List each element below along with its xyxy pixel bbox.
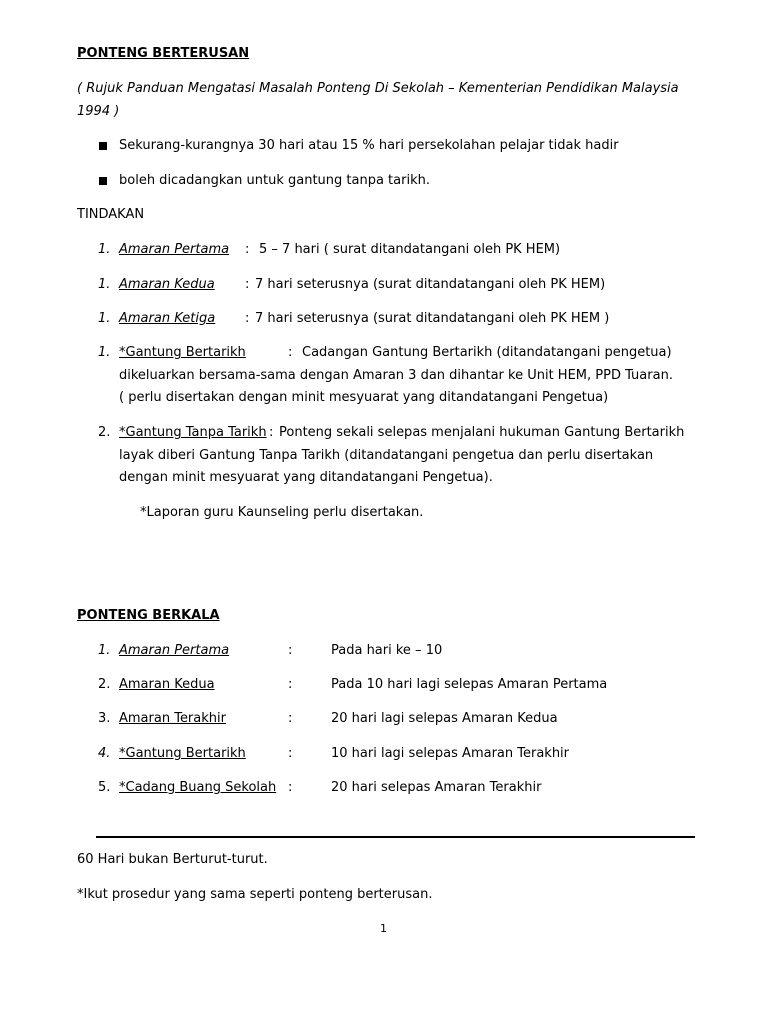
table-row-separator: : [288, 711, 293, 726]
table-row-text: 20 hari selepas Amaran Terakhir [331, 780, 542, 795]
action-number: 1. [98, 311, 111, 326]
bullet-text: boleh dicadangkan untuk gantung tanpa tarikh. [119, 173, 430, 188]
bullet-text: Sekurang-kurangnya 30 hari atau 15 % hari persekolahan pelajar tidak hadir [119, 138, 619, 153]
table-row-separator: : [288, 643, 293, 658]
action-text: dengan minit mesyuarat yang ditandatangani Pengetua). [119, 470, 493, 485]
action-text: dikeluarkan bersama-sama dengan Amaran 3 dan dihantar ke Unit HEM, PPD Tuaran. [119, 368, 673, 383]
action-separator: : [269, 425, 274, 440]
horizontal-divider [96, 836, 695, 838]
action-label: Amaran Pertama [119, 242, 230, 257]
page-number: 1 [380, 922, 387, 935]
action-text: 5 – 7 hari ( surat ditandatangani oleh PK HEM) [259, 242, 561, 257]
bullet-item [99, 138, 107, 156]
square-bullet-icon [99, 177, 107, 185]
action-number: 1. [98, 345, 111, 360]
table-row-number: 3. [98, 711, 111, 726]
action-text: 7 hari seterusnya (surat ditandatangani oleh PK HEM ) [255, 311, 610, 326]
table-row-separator: : [288, 780, 293, 795]
table-row-separator: : [288, 746, 293, 761]
footer-note-1: 60 Hari bukan Berturut-turut. [77, 852, 268, 867]
action-text: Cadangan Gantung Bertarikh (ditandatangani pengetua) [302, 345, 672, 360]
table-row-label: *Cadang Buang Sekolah [119, 780, 277, 795]
table-row-number: 1. [98, 643, 111, 658]
action-separator: : [245, 277, 250, 292]
table-row-separator: : [288, 677, 293, 692]
section-heading-berterusan: PONTENG BERTERUSAN [77, 46, 250, 61]
action-label: Amaran Kedua [119, 277, 215, 292]
action-number: 1. [98, 242, 111, 257]
table-row-label: Amaran Pertama [119, 643, 230, 658]
action-text: 7 hari seterusnya (surat ditandatangani oleh PK HEM) [255, 277, 606, 292]
bullet-item [99, 173, 107, 191]
footer-note-2: *Ikut prosedur yang sama seperti ponteng berterusan. [77, 887, 433, 902]
action-text: layak diberi Gantung Tanpa Tarikh (ditandatangani pengetua dan perlu disertakan [119, 448, 654, 463]
action-label: *Gantung Bertarikh [119, 345, 246, 360]
action-label: Amaran Ketiga [119, 311, 216, 326]
action-separator: : [245, 242, 250, 257]
table-row-label: Amaran Kedua [119, 677, 215, 692]
table-row-text: 20 hari lagi selepas Amaran Kedua [331, 711, 558, 726]
action-number: 1. [98, 277, 111, 292]
table-row-number: 4. [98, 746, 111, 761]
table-row-text: 10 hari lagi selepas Amaran Terakhir [331, 746, 570, 761]
table-row-text: Pada 10 hari lagi selepas Amaran Pertama [331, 677, 608, 692]
table-row-label: Amaran Terakhir [119, 711, 226, 726]
table-row-number: 2. [98, 677, 111, 692]
tindakan-label: TINDAKAN [77, 207, 145, 222]
table-row-label: *Gantung Bertarikh [119, 746, 246, 761]
action-separator: : [288, 345, 293, 360]
table-row-text: Pada hari ke – 10 [331, 643, 443, 658]
action-text: ( perlu disertakan dengan minit mesyuarat yang ditandatangani Pengetua) [119, 390, 609, 405]
action-number: 2. [98, 425, 111, 440]
action-separator: : [245, 311, 250, 326]
table-row-number: 5. [98, 780, 111, 795]
kaunseling-note: *Laporan guru Kaunseling perlu disertakan. [140, 505, 424, 520]
action-text: Ponteng sekali selepas menjalani hukuman Gantung Bertarikh [279, 425, 685, 440]
action-label: *Gantung Tanpa Tarikh [119, 425, 267, 440]
reference-line-2: 1994 ) [77, 104, 120, 119]
section-heading-berkala: PONTENG BERKALA [77, 608, 220, 623]
reference-line-1: ( Rujuk Panduan Mengatasi Masalah Ponteng Di Sekolah – Kementerian Pendidikan Malaysia [77, 81, 679, 96]
square-bullet-icon [99, 142, 107, 150]
